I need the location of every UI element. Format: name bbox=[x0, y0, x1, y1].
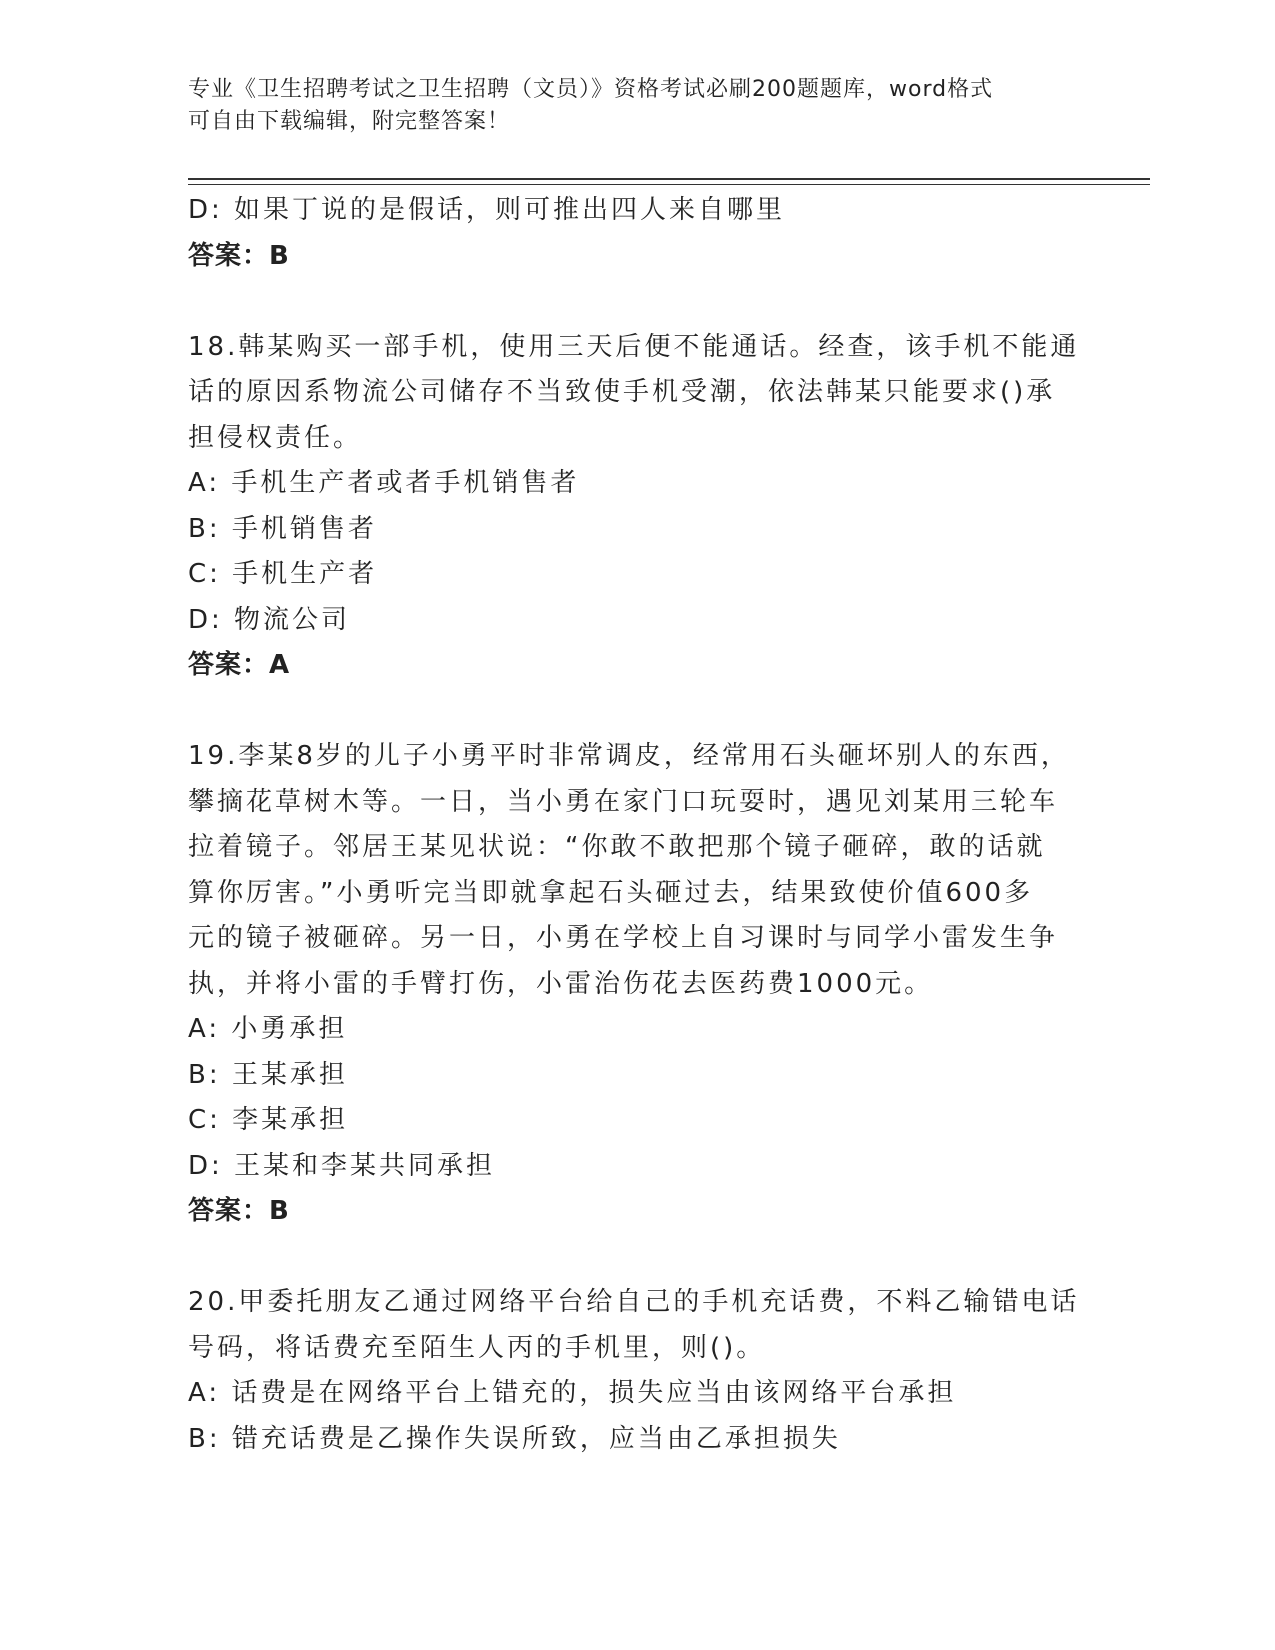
question-text-line: 担侵权责任。 bbox=[188, 422, 363, 453]
question-17-tail bbox=[188, 188, 1080, 279]
option-a: A: 手机生产者或者手机销售者 bbox=[188, 468, 580, 498]
spacer bbox=[188, 1235, 1080, 1281]
option-b: B: 王某承担 bbox=[188, 1059, 348, 1090]
question-text-line: 20.甲委托朋友乙通过网络平台给自己的手机充话费，不料乙输错电话 bbox=[188, 1287, 1080, 1317]
option-d: D: 如果丁说的是假话，则可推出四人来自哪里 bbox=[188, 195, 786, 225]
option-b: B: 错充话费是乙操作失误所致，应当由乙承担损失 bbox=[188, 1423, 841, 1454]
question-text-line: 元的镜子被砸碎。另一日，小勇在学校上自习课时与同学小雷发生争 bbox=[188, 923, 1059, 953]
header-line-1: 专业《卫生招聘考试之卫生招聘（文员）》资格考试必刷200题题库，word格式 bbox=[188, 77, 994, 102]
question-20 bbox=[188, 1280, 1080, 1462]
document-header bbox=[188, 74, 1068, 138]
question-text-line: 18.韩某购买一部手机，使用三天后便不能通话。经查，该手机不能通 bbox=[188, 331, 1080, 362]
option-a: A: 话费是在网络平台上错充的，损失应当由该网络平台承担 bbox=[188, 1378, 957, 1408]
header-rule-thin bbox=[188, 184, 1150, 185]
document-body bbox=[188, 188, 1080, 1462]
question-text-line: 话的原因系物流公司储存不当致使手机受潮，依法韩某只能要求()承 bbox=[188, 377, 1056, 407]
answer-line: 答案：B bbox=[188, 240, 290, 271]
spacer bbox=[188, 279, 1080, 325]
option-a: A: 小勇承担 bbox=[188, 1014, 348, 1044]
question-text-line: 拉着镜子。邻居王某见状说：“你敢不敢把那个镜子砸碎，敢的话就 bbox=[188, 832, 1046, 862]
spacer bbox=[188, 689, 1080, 735]
answer-line: 答案：A bbox=[188, 650, 291, 680]
question-text-line: 19.李某8岁的儿子小勇平时非常调皮，经常用石头砸坏别人的东西， bbox=[188, 741, 1070, 771]
question-text-line: 算你厉害。”小勇听完当即就拿起石头砸过去，结果致使价值600多 bbox=[188, 877, 1034, 908]
question-text-line: 号码，将话费充至陌生人丙的手机里，则()。 bbox=[188, 1332, 766, 1363]
question-text-line: 执，并将小雷的手臂打伤，小雷治伤花去医药费1000元。 bbox=[188, 968, 934, 999]
option-d: D: 王某和李某共同承担 bbox=[188, 1150, 496, 1181]
question-18 bbox=[188, 325, 1080, 689]
option-c: C: 手机生产者 bbox=[188, 559, 378, 589]
header-line-2: 可自由下载编辑，附完整答案！ bbox=[188, 109, 511, 134]
question-19 bbox=[188, 734, 1080, 1235]
option-b: B: 手机销售者 bbox=[188, 513, 377, 544]
option-c: C: 李某承担 bbox=[188, 1105, 349, 1135]
header-rule-thick bbox=[188, 178, 1150, 180]
question-text-line: 攀摘花草树木等。一日，当小勇在家门口玩耍时，遇见刘某用三轮车 bbox=[188, 786, 1059, 817]
answer-line: 答案：B bbox=[188, 1196, 290, 1226]
option-d: D: 物流公司 bbox=[188, 604, 351, 635]
